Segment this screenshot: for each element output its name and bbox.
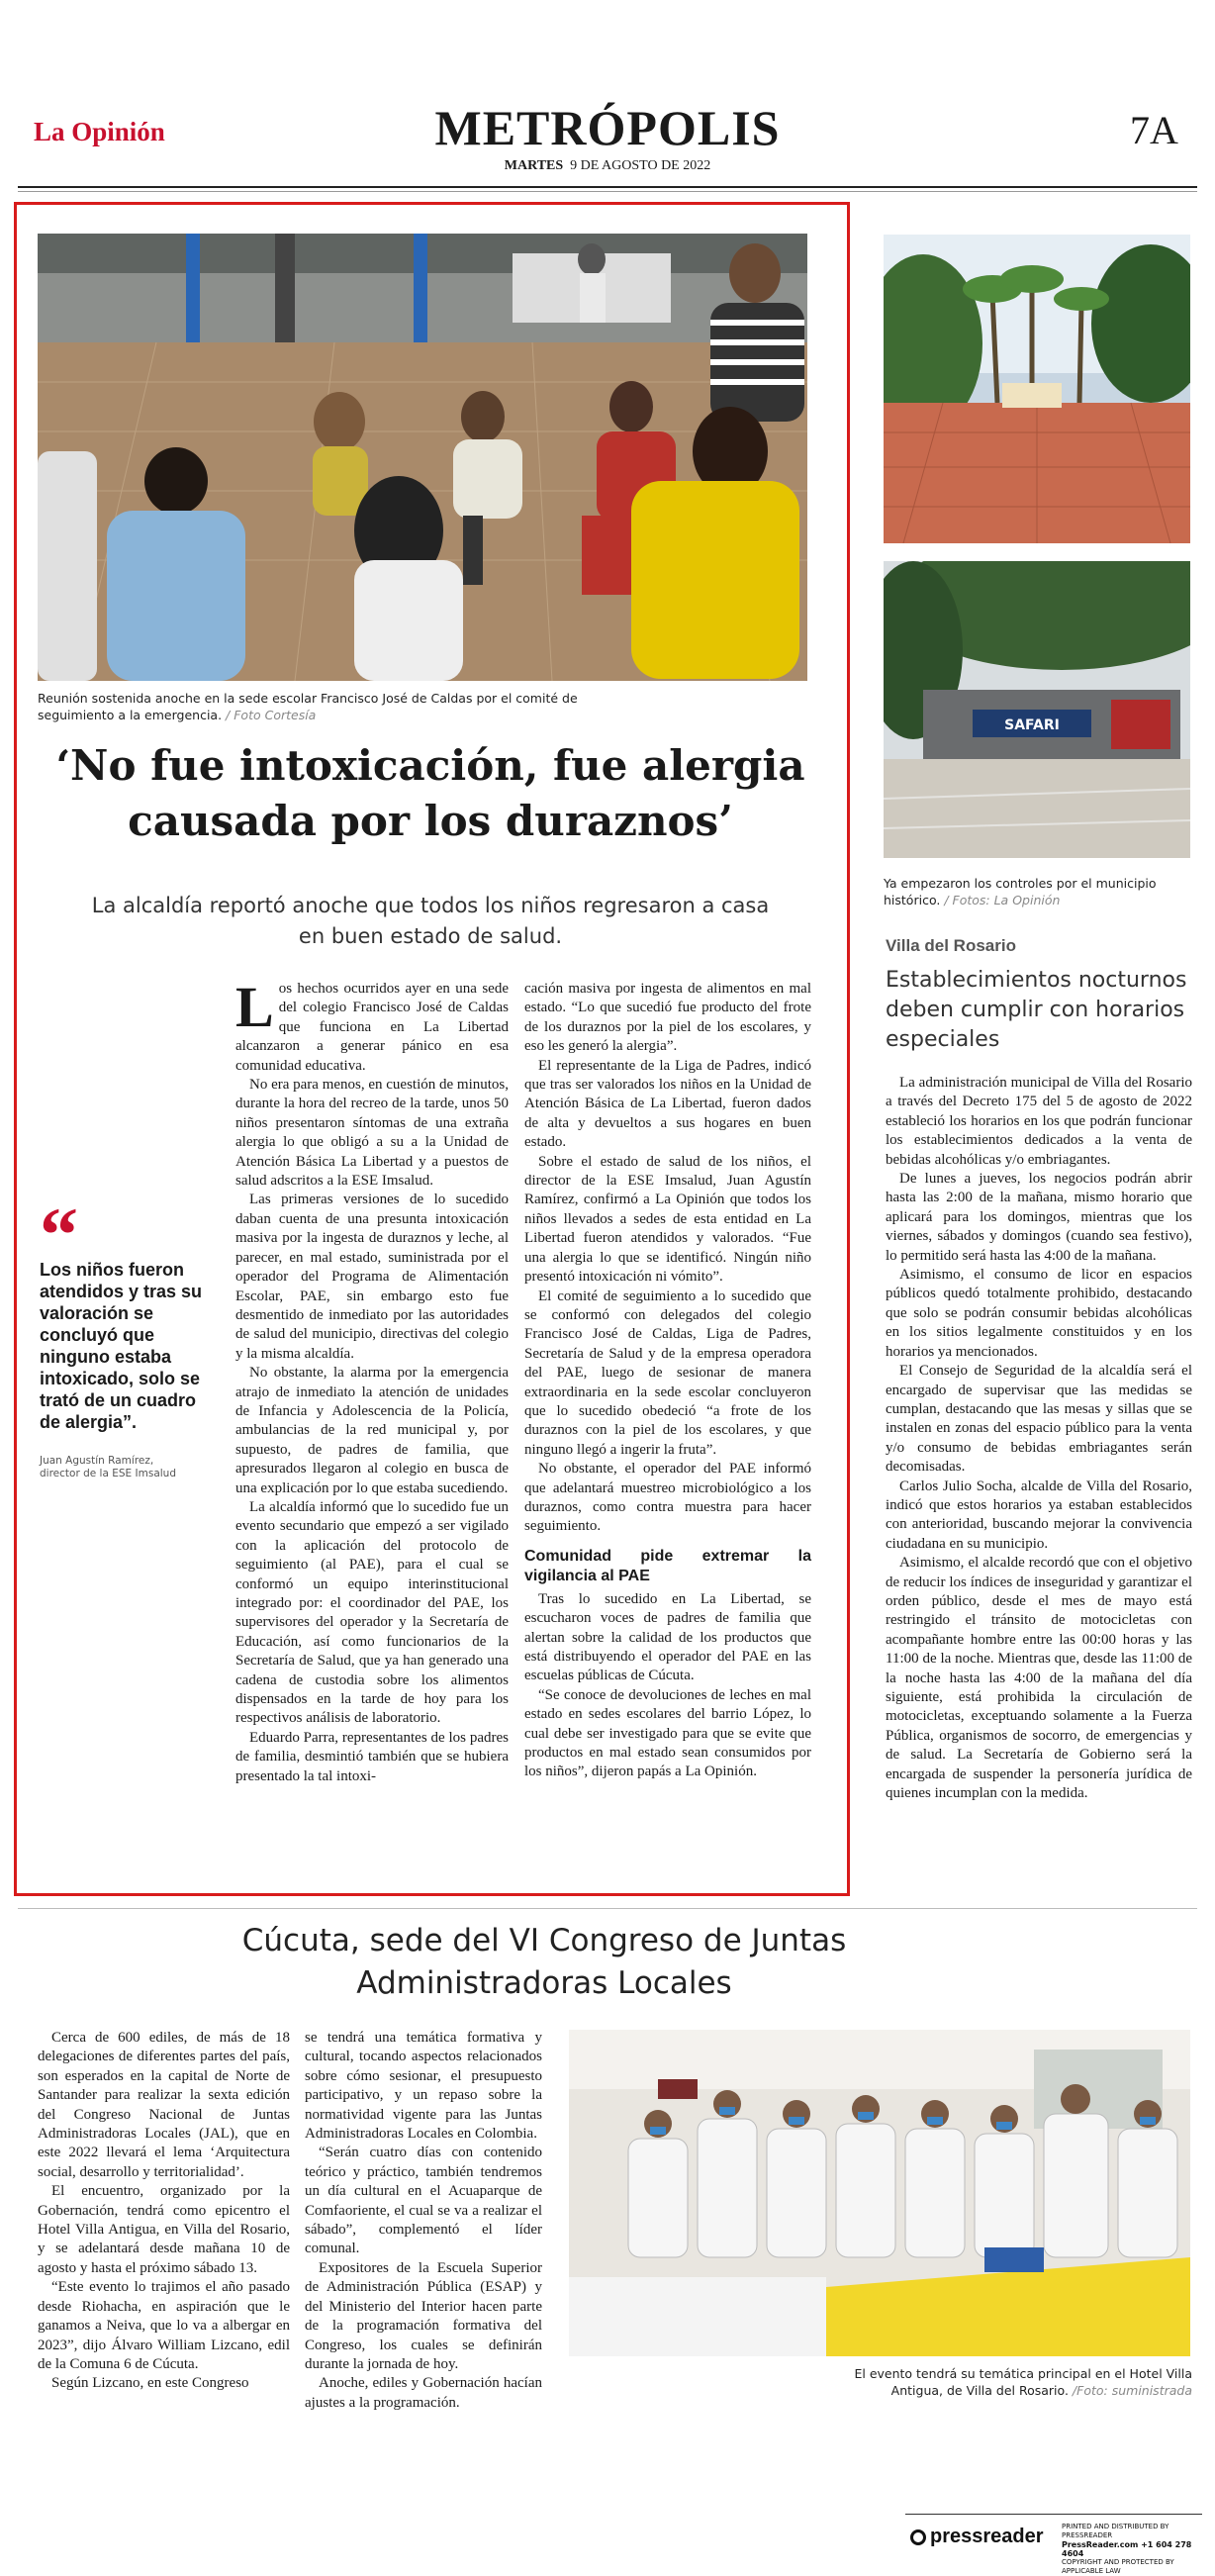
article-paragraph: cación masiva por ingesta de alimentos en mal estado. “Lo que sucedió fue producto del frote de los duraznos por la piel de los escolares, y eso les generó la alergia”. — [524, 981, 811, 1055]
quote-mark-icon: “ — [40, 1192, 78, 1278]
article-paragraph: Eduardo Parra, representantes de los padres de familia, desmintió también que se hubiera presentado la tal intoxi- — [235, 1729, 509, 1784]
page-number: 7A — [1130, 108, 1178, 152]
bottom-article-photo — [569, 2030, 1190, 2356]
article-paragraph: Sobre el estado de salud de los niños, el director de la ESE Imsalud, Juan Agustín Ramírez, confirmó a La Opinión que todos los niños llevados a sedes de esta entidad en La Libertad fueron atendidos y valorados. “Fue una alergia lo que se identificó. Ningún niño presentó intoxicación ni vómito”. — [524, 1153, 811, 1286]
article-paragraph: El comité de seguimiento a lo sucedido que se conformó con delegados del colegio Francisco José de Caldas, Liga de Padres, Secretaría de Salud y de la empresa operadora del PAE, luego de sesionar de manera extraordinaria en la sede escolar concluyeron que lo sucedido obedeció “a frote de los duraznos con la piel de los escolares, y que ninguno llegó a ingerir la fruta”. — [524, 1288, 811, 1458]
pull-quote-attribution — [40, 1455, 213, 1480]
side-article-body — [886, 1074, 1192, 1803]
issue-date-text: 9 DE AGOSTO DE 2022 — [570, 158, 711, 173]
article-paragraph: La administración municipal de Villa del Rosario a través del Decreto 175 del 5 de agosto de 2022 estableció los horarios en los que podrán funcionar los establecimientos dedicados a la venta de bebidas alcohólicas y/o embriagantes. — [886, 1075, 1192, 1168]
pull-quote-attr-name: Juan Agustín Ramírez, — [40, 1455, 154, 1467]
pressreader-notice-line: COPYRIGHT AND PROTECTED BY APPLICABLE LAW — [1062, 2558, 1174, 2575]
section-divider — [18, 1908, 1197, 1909]
article-paragraph: El representante de la Liga de Padres, indicó que tras ser valorados los niños en la Unidad de Atención Básica de La Libertad, fueron dados de alta y devueltos a sus hogares en buen estado. — [524, 1057, 811, 1151]
newspaper-logo: La Opinión — [34, 117, 165, 146]
article-paragraph: No era para menos, en cuestión de minutos, durante la hora del recreo de la tarde, unos 50 niños presentaron síntomas de una extraña alergia lo que obligó a su a la Unidad de Atención Básica La Libertad y a puestos de salud adscritos a la ESE Imsalud. — [235, 1077, 510, 1190]
article-paragraph: Anoche, ediles y Gobernación hacían ajustes a la programación. — [305, 2375, 542, 2411]
main-photo-credit: / Foto Cortesía — [226, 708, 317, 722]
drop-cap: L — [235, 975, 274, 1039]
article-paragraph: Asimismo, el consumo de licor en espacios públicos quedó totalmente prohibido, destacando que solo se podrán consumir bebidas alcohólicas en los sitios legalmente constituidos y en los horarios ya mencionados. — [886, 1267, 1192, 1360]
main-photo-caption — [38, 690, 592, 723]
article-paragraph: El encuentro, organizado por la Gobernación, tendrá como epicentro el Hotel Villa Antigua, en Villa del Rosario, y se adelantará desde mañana 10 de agosto y hasta el próximo sábado 13. — [38, 2183, 290, 2276]
article-paragraph: El Consejo de Seguridad de la alcaldía será el encargado de supervisar que las medidas se cumplan, destacando que las mesas y sillas que se instalen en zonas del espacio público para la venta y/o consumo de bebidas embriagantes serán decomisadas. — [886, 1363, 1192, 1476]
bottom-photo-caption — [811, 2365, 1192, 2399]
article-paragraph — [235, 975, 509, 1076]
bottom-article-column-2 — [305, 2029, 542, 2413]
article-lead-text: os hechos ocurridos ayer en una sede del colegio Francisco José de Caldas que funciona en La Libertad alcanzaron a generar pánico en esa comunidad educativa. — [235, 981, 509, 1074]
bottom-headline: Cúcuta, sede del VI Congreso de Juntas Administradoras Locales — [241, 1923, 847, 2001]
article-paragraph: Carlos Julio Socha, alcalde de Villa del Rosario, indicó que estos horarios ya estaban establecidos con anterioridad, buscando mejorar la convivencia ciudadana en su municipio. — [886, 1478, 1192, 1552]
section-title: METRÓPOLIS — [434, 100, 781, 155]
header-rule-thin — [18, 191, 1197, 192]
main-photo-caption-text: Reunión sostenida anoche en la sede escolar Francisco José de Caldas por el comité de seguimiento a la emergencia. — [38, 691, 578, 722]
pressreader-notice — [1062, 2523, 1210, 2576]
side-photo-plaza — [884, 235, 1190, 543]
bottom-photo-credit: /Foto: suministrada — [1072, 2383, 1192, 2398]
article-paragraph: “Serán cuatro días con contenido teórico y práctico, también tendremos un día cultural en el Acuaparque de Comfaoriente, el cual se va a realizar el sábado”, complementó el líder comunal. — [305, 2145, 542, 2257]
issue-date — [0, 158, 1215, 174]
main-subhead: La alcaldía reportó anoche que todos los niños regresaron a casa en buen estado de salud. — [91, 894, 770, 948]
article-paragraph: “Este evento lo trajimos el año pasado desde Riohacha, en aspiración que le ganamos a Neiva, que lo va a albergar en 2023”, dijo Álvaro William Lizcano, edil de la Comuna 6 de Cúcuta. — [38, 2279, 290, 2372]
bottom-photo-caption-text: El evento tendrá su temática principal en el Hotel Villa Antigua, de Villa del Rosario. — [854, 2366, 1192, 2398]
side-photo-credit: / Fotos: La Opinión — [944, 893, 1061, 907]
side-photo-caption-text: Ya empezaron los controles por el municipio histórico. — [884, 876, 1157, 907]
article-paragraph: Expositores de la Escuela Superior de Administración Pública (ESAP) y del Ministerio del Interior hacen parte de la programación formativa del Congreso, los cuales se definirán durante la jornada de hoy. — [305, 2259, 542, 2372]
pull-quote-attr-role: director de la ESE Imsalud — [40, 1468, 176, 1479]
article-subtitle: Comunidad pide extremar la vigilancia al PAE — [524, 1547, 811, 1584]
side-article-kicker: Villa del Rosario — [886, 936, 1016, 955]
issue-day: MARTES — [504, 158, 564, 173]
article-paragraph: No obstante, la alarma por la emergencia atrajo de inmediato la atención de unidades de Infancia y Adolescencia de la Policía, ambulancias de la red municipal y, por supuesto, de padres de familia, que apresurados llegaron al colegio en busca de una explicación por lo que estaba sucediendo. — [235, 1365, 509, 1496]
pressreader-logo-text: pressreader — [930, 2526, 1044, 2547]
side-article-headline: Establecimientos nocturnos deben cumplir con horarios especiales — [886, 968, 1187, 1052]
main-article-column-2 — [524, 980, 811, 1782]
side-photo-caption — [884, 875, 1190, 908]
main-article-photo — [38, 234, 807, 681]
main-headline: ‘No fue intoxicación, fue alergia causada por los duraznos’ — [55, 741, 805, 845]
article-paragraph: Las primeras versiones de lo sucedido daban cuenta de una presunta intoxicación masiva por la ingesta de duraznos y leche, al parecer, en mal estado, suministrada por el operador del Programa de Alimentación Escolar, PAE, sin embargo esto fue desmentido de inmediato por las autoridades de salud del municipio, directivas del colegio y la misma alcaldía. — [235, 1192, 509, 1362]
pull-quote: Los niños fueron atendidos y tras su valoración se concluyó que ninguno estaba intoxicado, solo se trató de un cuadro de alergia”. — [40, 1260, 203, 1432]
article-paragraph: La alcaldía informó que lo sucedido fue un evento secundario que empezó a ser vigilado con la aplicación del protocolo de seguimiento (al PAE), para el cual se conformó un equipo interinstitucional integrado por: el coordinador del PAE, los supervisores del operador y la Secretaría de Educación, así como funcionarios de la Secretaría de Salud, que ya han generado una cadena de custodia sobre los alimentos dispensados en la tarde de hoy para los respectivos análisis de laboratorio. — [235, 1498, 509, 1727]
article-paragraph: Tras lo sucedido en La Libertad, se escucharon voces de padres de familia que alertan sobre la calidad de los productos que está distribuyendo el operador del PAE en las escuelas públicas de Cúcuta. — [524, 1590, 811, 1684]
main-article-column-1 — [235, 975, 510, 1786]
safari-sign-text: SAFARI — [1004, 717, 1060, 733]
article-paragraph: De lunes a jueves, los negocios podrán abrir hasta las 2:00 de la mañana, mismo horario que aplicará para los domingos, mientras que los viernes, sábados y domingos (cuando sea festivo), lo permitido será hasta las 4:00 de la mañana. — [886, 1171, 1192, 1264]
article-paragraph: “Se conoce de devoluciones de leches en mal estado en sedes escolares del barrio López, lo cual debe ser investigado para que se evite que productos en mal estado sean consumidos por los niños”, dijeron papás a La Opinión. — [524, 1686, 811, 1780]
side-photo-street — [884, 561, 1190, 858]
pressreader-notice-line: PRINTED AND DISTRIBUTED BY PRESSREADER — [1062, 2523, 1169, 2539]
article-paragraph: Asimismo, el alcalde recordó que con el objetivo de reducir los índices de inseguridad y garantizar el orden público, desde el mes de mayo está restringido el tránsito de motocicletas con acompañante hombre entre las 00:00 horas y las 11:00 de la noche. Mientras que, desde las 11:00 de la noche hasta las 4:00 de la mañana del día siguiente, está prohibida la circulación de motocicletas, exceptuando solamente a la Fuerza Pública, organismos de socorro, de emergencias y de salud. La Secretaría de Gobierno será la encargada de suspender la personería jurídica de quienes incumplan con la medida. — [886, 1555, 1192, 1802]
pressreader-logo — [910, 2526, 1044, 2548]
article-paragraph: se tendrá una temática formativa y cultural, tocando aspectos relacionados sobre cómo sesionar, el presupuesto participativo, y un repaso sobre la normatividad vigente para las Juntas Administradoras Locales en Colombia. — [305, 2030, 542, 2143]
article-paragraph: No obstante, el operador del PAE informó que adelantará muestreo microbiológico a los duraznos, como contra muestra para hacer seguimiento. — [524, 1461, 811, 1535]
pressreader-notice-line: PressReader.com +1 604 278 4604 — [1062, 2540, 1192, 2558]
bottom-article-column-1 — [38, 2029, 290, 2394]
header-rule — [18, 186, 1197, 188]
pressreader-icon — [910, 2529, 926, 2545]
article-paragraph: Cerca de 600 ediles, de más de 18 delegaciones de diferentes partes del país, son esperados en la capital de Norte de Santander para realizar la sexta edición del Congreso Nacional de Juntas Administradoras Locales (JAL), que en este 2022 llevará el lema ‘Arquitectura social, desarrollo y territorialidad’. — [38, 2030, 290, 2180]
article-paragraph: Según Lizcano, en este Congreso — [51, 2375, 249, 2392]
